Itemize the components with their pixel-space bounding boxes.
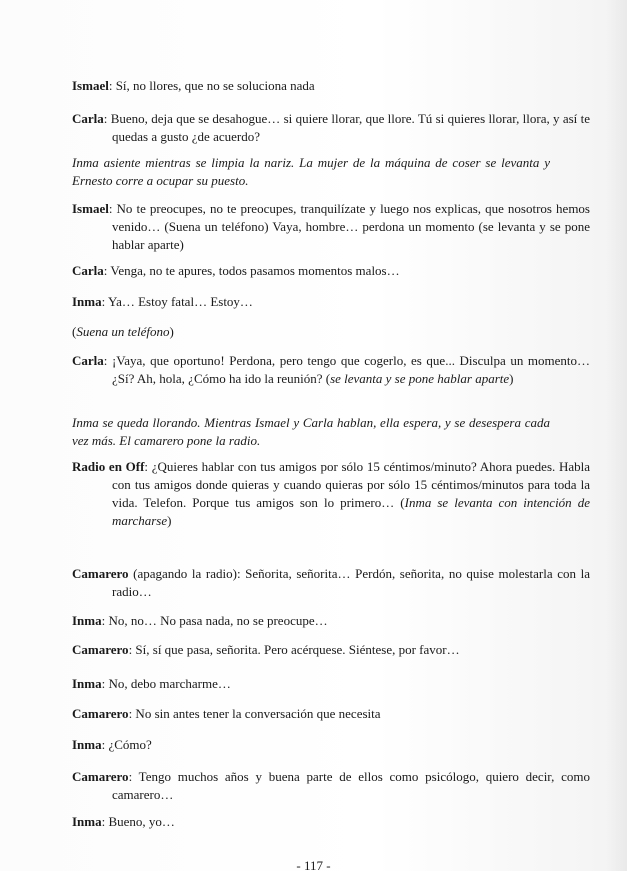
dialogue-line: [72, 352, 590, 388]
dialogue-text: : Sí, sí que pasa, señorita. Pero acérquese. Siéntese, por favor…: [128, 642, 460, 657]
dialogue-text: : No sin antes tener la conversación que necesita: [128, 706, 381, 721]
dialogue-text: : Ya… Estoy fatal… Estoy…: [101, 294, 253, 309]
dialogue-line: [72, 565, 590, 601]
speaker-name: Ismael: [72, 78, 109, 93]
dialogue-text: : Bueno, deja que se desahogue… si quiere llorar, que llore. Tú si quieres llorar, llora, y así te quedas a gusto ¿de acuerdo?: [103, 111, 590, 144]
dialogue-line: [72, 293, 590, 311]
dialogue-text: : Bueno, yo…: [101, 814, 175, 829]
speaker-name: Inma: [72, 737, 102, 752]
speaker-name: Carla: [72, 263, 104, 278]
stage-direction: Inma se queda llorando. Mientras Ismael y Carla hablan, ella espera, y se desespera cada vez más. El camarero pone la radio.: [72, 415, 550, 448]
inline-direction: se levanta y se pone hablar aparte: [330, 371, 510, 386]
page-number: - 117 -: [296, 858, 331, 873]
parenthetical-text: Suena un teléfono: [76, 324, 170, 339]
dialogue-line: [72, 458, 590, 530]
dialogue-text: : No te preocupes, no te preocupes, tranquilízate y luego nos explicas, que nosotros hemos venido… (Suena un teléfono) Vaya, hombre… perdona un momento (se levanta y se pone hablar aparte): [108, 201, 590, 252]
page-edge-shadow: [605, 0, 627, 871]
dialogue-line: [72, 612, 590, 630]
stage-direction: Inma asiente mientras se limpia la nariz. La mujer de la máquina de coser se levanta y Ernesto corre a ocupar su puesto.: [72, 155, 550, 188]
dialogue-line: [72, 262, 590, 280]
speaker-name: Camarero: [72, 642, 129, 657]
parenthetical-direction: (Suena un teléfono): [72, 324, 174, 339]
speaker-name: Carla: [72, 353, 104, 368]
dialogue-text: : ¿Cómo?: [101, 737, 152, 752]
speaker-name: Inma: [72, 676, 102, 691]
dialogue-line: [72, 641, 590, 659]
dialogue-line: [72, 77, 590, 95]
dialogue-text: : No, debo marcharme…: [101, 676, 231, 691]
dialogue-text: : Tengo muchos años y buena parte de ellos como psicólogo, quiero decir, como camarero…: [112, 769, 590, 802]
dialogue-tail: ): [509, 371, 514, 386]
dialogue-line: [72, 705, 590, 723]
speaker-name: Inma: [72, 294, 102, 309]
speaker-name: Inma: [72, 613, 102, 628]
dialogue-text: : Venga, no te apures, todos pasamos momentos malos…: [103, 263, 400, 278]
speaker-name: Ismael: [72, 201, 109, 216]
inline-direction: Inma se levanta con intención de marcharse: [112, 495, 590, 528]
dialogue-line: [72, 768, 590, 804]
dialogue-tail: ): [167, 513, 172, 528]
dialogue-text: (apagando la radio): Señorita, señorita… Perdón, señorita, no quise molestarla con la radio…: [112, 566, 590, 599]
speaker-name: Radio en Off: [72, 459, 145, 474]
speaker-name: Camarero: [72, 706, 129, 721]
dialogue-line: [72, 200, 590, 254]
dialogue-text: : Sí, no llores, que no se soluciona nada: [108, 78, 315, 93]
dialogue-line: [72, 736, 590, 754]
dialogue-text: : ¿Quieres hablar con tus amigos por sólo 15 céntimos/minuto? Ahora puedes. Habla con tus amigos donde quieras y cuando quieras por sólo 15 céntimos/minutos para toda la vida. Telefon. Porque tus amigos son lo primero… (: [112, 459, 590, 510]
speaker-name: Camarero: [72, 566, 129, 581]
dialogue-line: [72, 110, 590, 146]
speaker-name: Camarero: [72, 769, 129, 784]
dialogue-line: [72, 675, 590, 693]
dialogue-text: : ¡Vaya, que oportuno! Perdona, pero tengo que cogerlo, es que... Disculpa un momento… ¿Sí? Ah, hola, ¿Cómo ha ido la reunión? (: [103, 353, 590, 386]
dialogue-text: : No, no… No pasa nada, no se preocupe…: [101, 613, 328, 628]
speaker-name: Carla: [72, 111, 104, 126]
speaker-name: Inma: [72, 814, 102, 829]
dialogue-line: [72, 813, 590, 831]
